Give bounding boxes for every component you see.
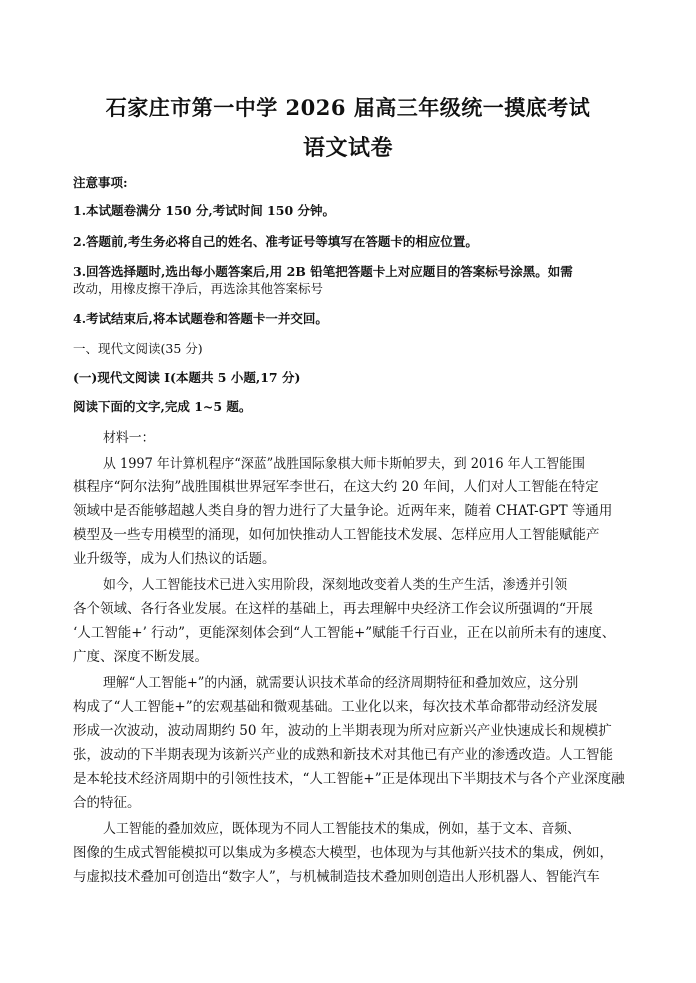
notice-item-1: 1.本试题卷满分 150 分,考试时间 150 分钟。 [73,203,335,218]
material-line: 棋程序“阿尔法狗”战胜围棋世界冠军李世石，在这大约 20 年间，人们对人工智能在特定 [73,479,599,495]
material-line: 与虚拟技术叠加可创造出“数字人”，与机械制造技术叠加则创造出人形机器人、智能汽车 [73,869,600,885]
section-sub-heading: (一)现代文阅读 I(本题共 5 小题,17 分) [73,370,301,385]
material-line: 模型及一些专用模型的涌现，如何加快推动人工智能技术发展、怎样应用人工智能赋能产 [73,527,600,543]
exam-title: 石家庄市第一中学 2026 届高三年级统一摸底考试 [105,95,591,120]
notice-item-3-cont: 改动，用橡皮擦干净后，再选涂其他答案标号 [73,281,324,296]
section-instruction: 阅读下面的文字,完成 1~5 题。 [73,399,252,414]
material-line: 理解“人工智能+”的内涵，就需要认识技术革命的经济周期特征和叠加效应，这分别 [103,675,579,691]
material-line: 合的特征。 [73,795,141,811]
material-line: 业升级等，成为人们热议的话题。 [73,551,276,567]
notice-item-4: 4.考试结束后,将本试题卷和答题卡一并交回。 [73,311,328,326]
material-line: 如今，人工智能技术已进入实用阶段，深刻地改变着人类的生产生活，渗透并引领 [103,577,568,593]
material-line: 图像的生成式智能模拟可以集成为多模态大模型，也体现为与其他新兴技术的集成，例如， [73,845,613,861]
notice-item-3: 3.回答选择题时,选出每小题答案后,用 2B 铅笔把答题卡上对应题目的答案标号涂黑。如需 [73,264,573,279]
material-line: ‘人工智能+’ 行动”，更能深刻体会到“人工智能+”赋能千行百业，正在以前所未有的速度、 [73,625,616,641]
material-line: 形成一次波动，波动周期约 50 年，波动的上半期表现为所对应新兴产业快速成长和规模扩 [73,723,612,739]
notice-item-2: 2.答题前,考生务必将自己的姓名、准考证号等填写在答题卡的相应位置。 [73,234,478,249]
material-line: 人工智能的叠加效应，既体现为不同人工智能技术的集成，例如，基于文本、音频、 [103,821,581,837]
notice-heading: 注意事项: [73,175,128,190]
section-heading: 一、现代文阅读(35 分) [73,341,203,356]
material-line: 构成了“人工智能+”的宏观基础和微观基础。工业化以来，每次技术革命都带动经济发展 [73,699,598,715]
exam-subtitle: 语文试卷 [302,135,393,161]
material-label: 材料一： [103,430,155,446]
material-line: 是本轮技术经济周期中的引领性技术，“人工智能+”正是体现出下半期技术与各个产业深度融 [73,771,625,787]
material-line: 从 1997 年计算机程序“深蓝”战胜国际象棋大师卡斯帕罗夫，到 2016 年人工智能围 [103,456,585,472]
material-line: 各个领域、各行各业发展。在这样的基础上，再去理解中央经济工作会议所强调的“开展 [73,601,593,617]
material-line: 广度、深度不断发展。 [73,649,208,665]
material-line: 张，波动的下半期表现为该新兴产业的成熟和新技术对其他已有产业的渗透改造。人工智能 [73,747,613,763]
material-line: 领域中是否能够超越人类自身的智力进行了大量争论。近两年来，随着 CHAT-GPT 等通用 [73,503,613,519]
